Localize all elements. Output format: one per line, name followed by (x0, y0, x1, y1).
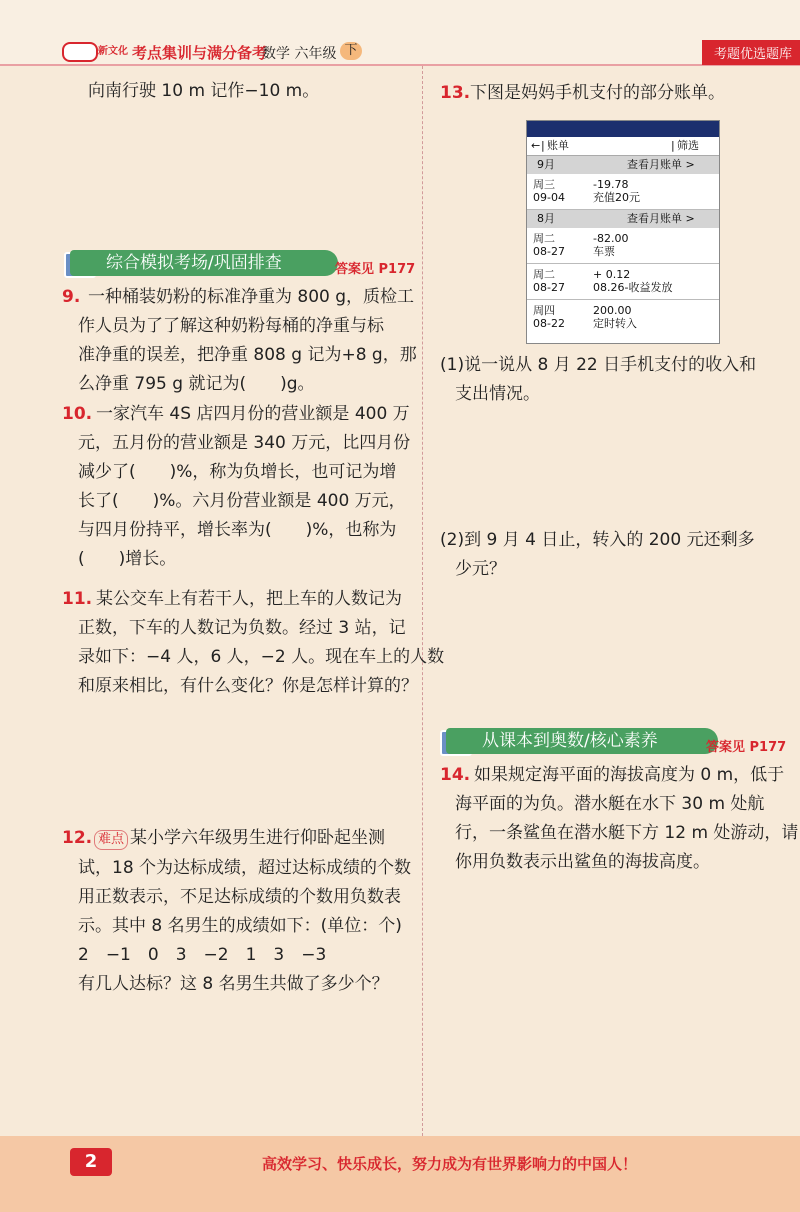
tx-desc: 08.26-收益发放 (593, 281, 673, 294)
question-text-line: 试，18 个为达标成绩，超过达标成绩的个数 (78, 858, 412, 878)
view-month-bill-link[interactable]: 查看月账单 > (627, 158, 695, 171)
question-number: 9. (62, 287, 81, 307)
question-text-line: 作人员为了了解这种奶粉每桶的净重与标 (78, 316, 384, 336)
tx-date: 08-27 (533, 245, 565, 258)
phone-status-bar (527, 121, 719, 137)
question-text-line: 么净重 795 g 就记为( )g。 (78, 374, 315, 394)
question-text-line: 某小学六年级男生进行仰卧起坐测 (130, 828, 386, 848)
nav-separator: | (671, 139, 675, 152)
subquestion-1-line: 支出情况。 (455, 384, 540, 404)
question-text-line: 减少了( )%，称为负增长，也可记为增 (78, 462, 397, 482)
bill-nav-bar (527, 137, 719, 156)
section-banner-left: 综合模拟考场/巩固排查 (70, 250, 338, 276)
question-number: 12. (62, 828, 93, 848)
question-intro: 下图是妈妈手机支付的部分账单。 (470, 83, 725, 103)
question-text-line: 某公交车上有若干人，把上车的人数记为 (96, 589, 402, 609)
question-number: 11. (62, 589, 93, 609)
question-number: 14. (440, 765, 471, 785)
view-month-bill-link[interactable]: 查看月账单 > (627, 212, 695, 225)
subquestion-2-line: (2)到 9 月 4 日止，转入的 200 元还剩多 (440, 530, 755, 550)
transaction-row[interactable] (527, 174, 719, 210)
tx-date: 08-27 (533, 281, 565, 294)
page-number: 2 (70, 1148, 112, 1176)
question-text-line: 与四月份持平，增长率为( )%，也称为 (78, 520, 397, 540)
question-text-line: 你用负数表示出鲨鱼的海拔高度。 (455, 852, 710, 872)
question-number: 10. (62, 404, 93, 424)
subquestion-2-line: 少元？ (455, 559, 506, 579)
nav-title: 账单 (547, 139, 569, 152)
tx-day: 周二 (533, 232, 555, 245)
question-text-line: 一种桶装奶粉的标准净重为 800 g，质检工 (88, 287, 415, 307)
question-text-line: 长了( )%。六月份营业额是 400 万元， (78, 491, 406, 511)
logo-icon (62, 42, 98, 62)
transaction-row[interactable] (527, 264, 719, 300)
tx-day: 周三 (533, 178, 555, 191)
question-text-line: 一家汽车 4S 店四月份的营业额是 400 万 (96, 404, 410, 424)
question-text-line: ( )增长。 (78, 549, 177, 569)
answer-ref-left: 答案见 P177 (335, 262, 416, 277)
score-list: 2 −1 0 3 −2 1 3 −3 (78, 945, 327, 965)
transaction-row[interactable] (527, 228, 719, 264)
month-label: 8月 (537, 212, 555, 225)
tx-amount: + 0.12 (593, 268, 631, 281)
question-text-line: 海平面的为负。潜水艇在水下 30 m 处航 (455, 794, 765, 814)
tx-desc: 充值20元 (593, 191, 640, 204)
back-arrow-icon[interactable]: ← (531, 139, 541, 152)
nav-separator: | (541, 139, 545, 152)
question-text-line: 用正数表示，不足达标成绩的个数用负数表 (78, 887, 401, 907)
tx-desc: 车票 (593, 245, 615, 258)
question-text-line: 元，五月份的营业额是 340 万元，比四月份 (78, 433, 411, 453)
difficulty-badge: 难点 (94, 830, 128, 850)
month-label: 9月 (537, 158, 555, 171)
subject-label: 数学 六年级 (262, 46, 337, 62)
tx-day: 周二 (533, 268, 555, 281)
month-header (527, 210, 719, 228)
footer-slogan: 高效学习、快乐成长，努力成为有世界影响力的中国人！ (262, 1155, 638, 1173)
tx-date: 08-22 (533, 317, 565, 330)
question-text-line: 准净重的误差，把净重 808 g 记为+8 g，那 (78, 345, 417, 365)
tx-desc: 定时转入 (593, 317, 637, 330)
question-text-line: 正数，下车的人数记为负数。经过 3 站，记 (78, 618, 406, 638)
question-first-line (94, 825, 385, 852)
tx-amount: -19.78 (593, 178, 629, 191)
carry-over-line: 向南行驶 10 m 记作−10 m。 (88, 81, 320, 101)
tx-amount: -82.00 (593, 232, 629, 245)
filter-button[interactable]: 筛选 (677, 139, 699, 152)
header-tag: 考题优选题库 (702, 40, 800, 65)
tx-date: 09-04 (533, 191, 565, 204)
logo-text: 新文化 (98, 46, 128, 57)
question-text-line: 示。其中 8 名男生的成绩如下：(单位：个) (78, 916, 402, 936)
tx-amount: 200.00 (593, 304, 632, 317)
question-text-line: 和原来相比，有什么变化？你是怎样计算的？ (78, 676, 418, 696)
volume-badge: 下 (340, 42, 362, 60)
question-number: 13. (440, 83, 471, 103)
page-header (0, 0, 800, 66)
question-text-line: 有几人达标？这 8 名男生共做了多少个？ (78, 974, 389, 994)
question-text-line: 录如下：−4 人，6 人，−2 人。现在车上的人数 (78, 647, 445, 667)
answer-ref-right: 答案见 P177 (706, 740, 787, 755)
transaction-row[interactable] (527, 300, 719, 335)
section-banner-right: 从课本到奥数/核心素养 (446, 728, 718, 754)
tx-day: 周四 (533, 304, 555, 317)
page-footer (0, 1136, 800, 1212)
question-text-line: 行，一条鲨鱼在潜水艇下方 12 m 处游动，请 (455, 823, 799, 843)
column-divider (422, 66, 423, 1136)
series-title: 考点集训与满分备考 (132, 44, 268, 62)
phone-bill-screenshot (526, 120, 720, 344)
question-text-line: 如果规定海平面的海拔高度为 0 m，低于 (474, 765, 785, 785)
subquestion-1-line: (1)说一说从 8 月 22 日手机支付的收入和 (440, 355, 757, 375)
month-header (527, 156, 719, 174)
